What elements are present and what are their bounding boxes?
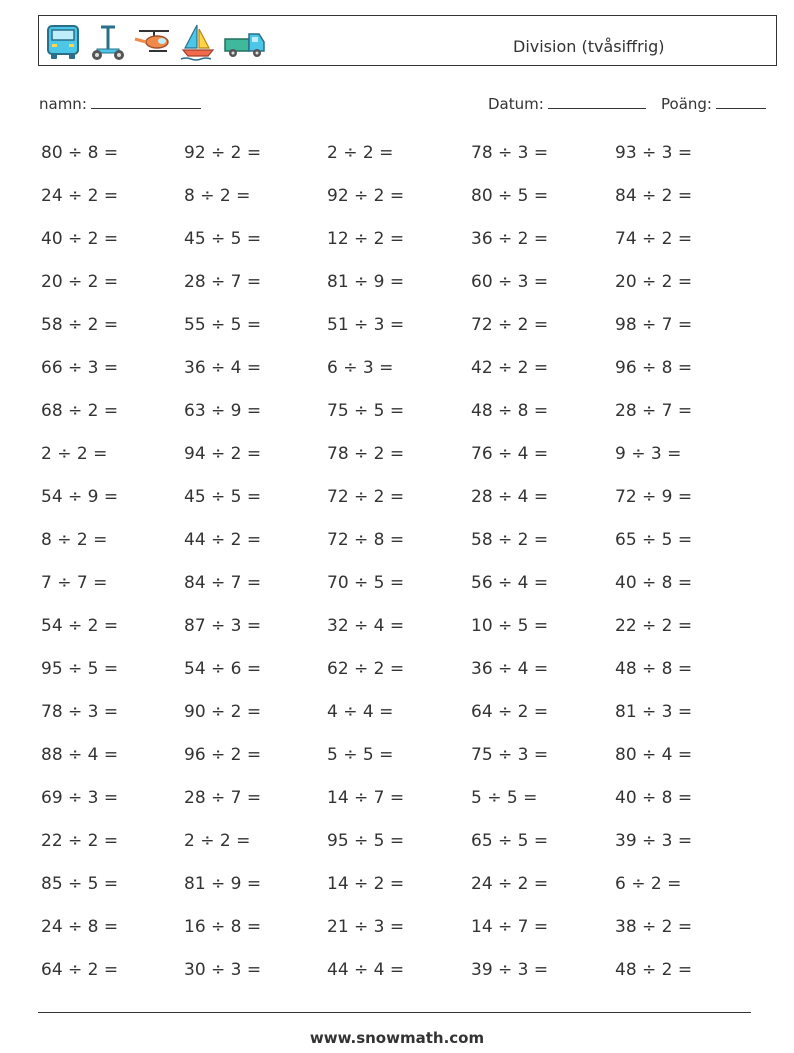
footer-divider (38, 1012, 751, 1013)
problem-r12-c2: 87 ÷ 3 = (184, 616, 262, 636)
problem-r20-c3: 44 ÷ 4 = (327, 960, 405, 980)
problem-r4-c3: 81 ÷ 9 = (327, 272, 405, 292)
problem-r10-c4: 58 ÷ 2 = (471, 530, 549, 550)
sailboat-icon (179, 22, 217, 62)
problem-r10-c3: 72 ÷ 8 = (327, 530, 405, 550)
problem-r5-c1: 58 ÷ 2 = (41, 315, 119, 335)
problem-r19-c4: 14 ÷ 7 = (471, 917, 549, 937)
problem-r16-c5: 40 ÷ 8 = (615, 788, 693, 808)
problem-r9-c3: 72 ÷ 2 = (327, 487, 405, 507)
problem-r1-c1: 80 ÷ 8 = (41, 143, 119, 163)
problem-r8-c3: 78 ÷ 2 = (327, 444, 405, 464)
problem-r4-c5: 20 ÷ 2 = (615, 272, 693, 292)
problem-r1-c4: 78 ÷ 3 = (471, 143, 549, 163)
score-label: Poäng: (661, 95, 712, 113)
problem-r9-c5: 72 ÷ 9 = (615, 487, 693, 507)
problem-r15-c3: 5 ÷ 5 = (327, 745, 394, 765)
problem-r11-c3: 70 ÷ 5 = (327, 573, 405, 593)
problem-r7-c5: 28 ÷ 7 = (615, 401, 693, 421)
problem-r10-c5: 65 ÷ 5 = (615, 530, 693, 550)
problem-r11-c5: 40 ÷ 8 = (615, 573, 693, 593)
problem-r17-c4: 65 ÷ 5 = (471, 831, 549, 851)
problem-r13-c3: 62 ÷ 2 = (327, 659, 405, 679)
problem-r9-c2: 45 ÷ 5 = (184, 487, 262, 507)
problem-r15-c2: 96 ÷ 2 = (184, 745, 262, 765)
problem-r19-c2: 16 ÷ 8 = (184, 917, 262, 937)
helicopter-icon (133, 22, 175, 62)
problem-r19-c3: 21 ÷ 3 = (327, 917, 405, 937)
problem-r3-c2: 45 ÷ 5 = (184, 229, 262, 249)
name-blank-line[interactable] (91, 94, 201, 109)
truck-icon (223, 22, 267, 62)
problem-r18-c3: 14 ÷ 2 = (327, 874, 405, 894)
problem-r11-c4: 56 ÷ 4 = (471, 573, 549, 593)
problem-r19-c5: 38 ÷ 2 = (615, 917, 693, 937)
problem-r10-c2: 44 ÷ 2 = (184, 530, 262, 550)
problem-r6-c1: 66 ÷ 3 = (41, 358, 119, 378)
problem-r12-c3: 32 ÷ 4 = (327, 616, 405, 636)
problem-r2-c3: 92 ÷ 2 = (327, 186, 405, 206)
problem-r9-c1: 54 ÷ 9 = (41, 487, 119, 507)
problem-r1-c2: 92 ÷ 2 = (184, 143, 262, 163)
problem-r15-c1: 88 ÷ 4 = (41, 745, 119, 765)
problem-r7-c2: 63 ÷ 9 = (184, 401, 262, 421)
problem-r8-c1: 2 ÷ 2 = (41, 444, 108, 464)
scooter-icon (89, 22, 127, 62)
problem-r6-c3: 6 ÷ 3 = (327, 358, 394, 378)
problem-r20-c5: 48 ÷ 2 = (615, 960, 693, 980)
date-field (488, 94, 646, 113)
problem-r20-c1: 64 ÷ 2 = (41, 960, 119, 980)
problem-r16-c4: 5 ÷ 5 = (471, 788, 538, 808)
footer-url: www.snowmath.com (309, 1029, 485, 1047)
problem-r10-c1: 8 ÷ 2 = (41, 530, 108, 550)
problem-r6-c5: 96 ÷ 8 = (615, 358, 693, 378)
problem-r3-c1: 40 ÷ 2 = (41, 229, 119, 249)
problem-r14-c1: 78 ÷ 3 = (41, 702, 119, 722)
problem-r2-c5: 84 ÷ 2 = (615, 186, 693, 206)
problem-r20-c4: 39 ÷ 3 = (471, 960, 549, 980)
problem-r6-c4: 42 ÷ 2 = (471, 358, 549, 378)
problem-r3-c5: 74 ÷ 2 = (615, 229, 693, 249)
problem-r2-c2: 8 ÷ 2 = (184, 186, 251, 206)
problem-r20-c2: 30 ÷ 3 = (184, 960, 262, 980)
date-blank-line[interactable] (548, 94, 646, 109)
problem-r4-c4: 60 ÷ 3 = (471, 272, 549, 292)
problem-r11-c1: 7 ÷ 7 = (41, 573, 108, 593)
problem-r14-c5: 81 ÷ 3 = (615, 702, 693, 722)
problem-r2-c4: 80 ÷ 5 = (471, 186, 549, 206)
problem-r1-c5: 93 ÷ 3 = (615, 143, 693, 163)
name-label: namn: (39, 95, 87, 113)
score-field (661, 94, 766, 113)
problem-r4-c2: 28 ÷ 7 = (184, 272, 262, 292)
bus-icon (45, 22, 81, 62)
problem-r6-c2: 36 ÷ 4 = (184, 358, 262, 378)
problem-r18-c1: 85 ÷ 5 = (41, 874, 119, 894)
problem-r5-c5: 98 ÷ 7 = (615, 315, 693, 335)
problem-r18-c2: 81 ÷ 9 = (184, 874, 262, 894)
problem-r19-c1: 24 ÷ 8 = (41, 917, 119, 937)
problem-r3-c4: 36 ÷ 2 = (471, 229, 549, 249)
problem-r13-c1: 95 ÷ 5 = (41, 659, 119, 679)
icon-strip (45, 22, 267, 62)
problem-r16-c3: 14 ÷ 7 = (327, 788, 405, 808)
problem-r15-c5: 80 ÷ 4 = (615, 745, 693, 765)
problem-r17-c2: 2 ÷ 2 = (184, 831, 251, 851)
problem-r8-c4: 76 ÷ 4 = (471, 444, 549, 464)
problem-r8-c2: 94 ÷ 2 = (184, 444, 262, 464)
problem-r3-c3: 12 ÷ 2 = (327, 229, 405, 249)
problem-r12-c5: 22 ÷ 2 = (615, 616, 693, 636)
problem-r13-c5: 48 ÷ 8 = (615, 659, 693, 679)
name-field (39, 94, 201, 113)
problem-r13-c2: 54 ÷ 6 = (184, 659, 262, 679)
problem-r14-c4: 64 ÷ 2 = (471, 702, 549, 722)
problem-r9-c4: 28 ÷ 4 = (471, 487, 549, 507)
date-label: Datum: (488, 95, 544, 113)
problem-r7-c3: 75 ÷ 5 = (327, 401, 405, 421)
problem-r12-c1: 54 ÷ 2 = (41, 616, 119, 636)
problem-r16-c2: 28 ÷ 7 = (184, 788, 262, 808)
problem-r18-c4: 24 ÷ 2 = (471, 874, 549, 894)
problem-r18-c5: 6 ÷ 2 = (615, 874, 682, 894)
problem-r11-c2: 84 ÷ 7 = (184, 573, 262, 593)
problem-r12-c4: 10 ÷ 5 = (471, 616, 549, 636)
problem-r1-c3: 2 ÷ 2 = (327, 143, 394, 163)
problem-r13-c4: 36 ÷ 4 = (471, 659, 549, 679)
problem-r5-c4: 72 ÷ 2 = (471, 315, 549, 335)
problem-r8-c5: 9 ÷ 3 = (615, 444, 682, 464)
problem-r15-c4: 75 ÷ 3 = (471, 745, 549, 765)
worksheet-title: Division (tvåsiffrig) (513, 37, 665, 56)
problem-r17-c3: 95 ÷ 5 = (327, 831, 405, 851)
problem-r5-c3: 51 ÷ 3 = (327, 315, 405, 335)
problem-r7-c1: 68 ÷ 2 = (41, 401, 119, 421)
problem-r17-c5: 39 ÷ 3 = (615, 831, 693, 851)
problem-r4-c1: 20 ÷ 2 = (41, 272, 119, 292)
problem-r16-c1: 69 ÷ 3 = (41, 788, 119, 808)
problem-r14-c3: 4 ÷ 4 = (327, 702, 394, 722)
problem-r5-c2: 55 ÷ 5 = (184, 315, 262, 335)
problem-r2-c1: 24 ÷ 2 = (41, 186, 119, 206)
score-blank-line[interactable] (716, 94, 766, 109)
problem-r17-c1: 22 ÷ 2 = (41, 831, 119, 851)
worksheet-header (38, 15, 777, 66)
problem-r7-c4: 48 ÷ 8 = (471, 401, 549, 421)
problem-r14-c2: 90 ÷ 2 = (184, 702, 262, 722)
